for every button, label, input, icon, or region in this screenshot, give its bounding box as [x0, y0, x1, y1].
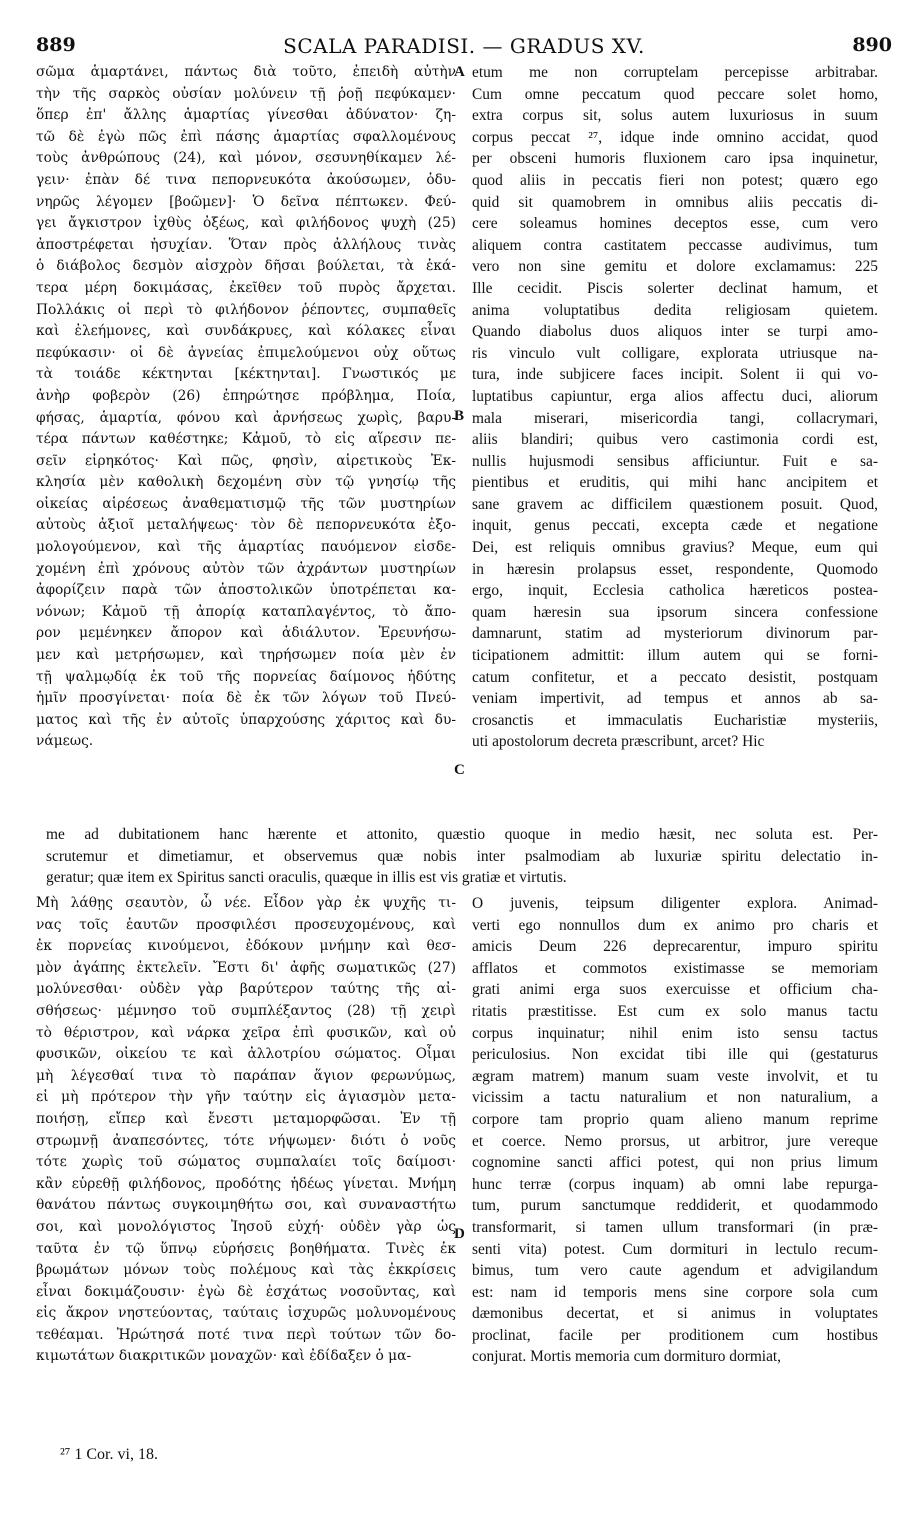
greek-text-line: αὐτοὺς ἀξιοῖ μεταλήψεως· τὸν δὲ πεπορνευκότα ἐξο- — [36, 517, 456, 534]
latin-column-lower — [472, 893, 878, 1368]
greek-text-line: εἰ μὴ πρότερον τὴν γῆν ταύτην εἰς ἁγιασμὸν μετα- — [36, 1089, 456, 1106]
greek-text-line: βρωμάτων μόνων τοὺς πολέμους καὶ τὰς ἐκκρίσεις — [36, 1262, 456, 1279]
latin-text-line: Ille cecidit. Piscis solerter declinat hamum, et — [472, 279, 878, 297]
margin-letter-d: D — [454, 1226, 465, 1242]
latin-text-line: tura, inde subjicere faces incipit. Solent ii qui vo- — [472, 366, 878, 384]
margin-letter-a: A — [454, 64, 465, 80]
latin-text-line: damnarunt, statim ad mysteriorum divinorum par- — [472, 625, 878, 643]
latin-text-line: Quando diabolus duos aliquos inter se turpi amo- — [472, 323, 878, 341]
latin-text-line: vero non sine gemitu et dolore exclamamus: 225 — [472, 258, 878, 276]
latin-column-upper — [472, 62, 878, 753]
latin-text-line: etum me non corruptelam percepisse arbitrabar. — [472, 64, 878, 81]
margin-letter-b: B — [454, 408, 465, 424]
greek-text-line: φήσας, ἁμαρτία, φόνου καὶ ἀρνήσεως χωρὶς, βαρυ- — [36, 409, 456, 426]
latin-text-line: corpus inquinatur; nihil enim isto sensu tactus — [472, 1024, 878, 1042]
latin-text-line: dæmonibus decertat, et si animus in voluptates — [472, 1305, 878, 1323]
greek-text-line: ἡμῖν προσγίνεται· ποία δὲ ἐκ τῶν λόγων τοῦ Πνεύ- — [36, 690, 456, 707]
greek-text-line: τέρα πάντων καθέστηκε; Κἀμοῦ, τὸ εἰς αἵρεσιν πε- — [36, 431, 456, 448]
greek-text-line: τεθέαμαι. Ἠρώτησά ποτέ τινα περὶ τούτων τῶν δο- — [36, 1326, 456, 1343]
latin-text-line: corpore tam proprio quam alieno manum reprime — [472, 1110, 878, 1128]
greek-text-line: τοὺς ἀνθρώπους (24), καὶ μόνον, σεσυνηθίκαμεν λέ- — [36, 150, 456, 167]
latin-text-line: inquit, genus peccati, excepta cæde et negatione — [472, 517, 878, 535]
latin-text-line: bimus, tum vero caute agendum et advigilandum — [472, 1262, 878, 1280]
page-number-left: 889 — [36, 34, 76, 56]
greek-text-line: ὅπερ ἐπ' ἄλλης ἁμαρτίας γίνεσθαι ἀδύνατον· ζη- — [36, 107, 456, 124]
latin-text-line: cognomine sancti affici potest, qui non prius limum — [472, 1154, 878, 1172]
margin-letter-c: C — [454, 762, 465, 778]
greek-text-line: τὸ θέριστρον, καὶ νάρκα χεῖρα ἐπὶ φυσικῶν, καὶ οὐ — [36, 1024, 456, 1041]
latin-full-width-paragraph — [46, 824, 878, 889]
greek-text-line: ἐκ πορνείας κινούμενοι, ἐδόκουν μνήμην καὶ θεσ- — [36, 938, 456, 955]
greek-text-line: ὁ διάβολος δεσμὸν αἰσχρὸν δῆσαι βούλεται, τὰ ἑκά- — [36, 258, 456, 275]
latin-text-line: uti apostolorum decreta præscribunt, arcet? Hic — [472, 733, 765, 751]
latin-text-line: verti ego nonnullos dum ex animo pro charis et — [472, 916, 878, 934]
latin-text-line: grati animi erga suos exercuisse et officium cha- — [472, 981, 878, 999]
latin-text-line: luptatibus capiuntur, erga alios affectu duci, aliorum — [472, 387, 878, 405]
greek-text-line: ταῦτα ἐν τῷ ὕπνῳ εὑρήσεις βοηθήματα. Τινὲς ἐκ — [36, 1240, 456, 1257]
greek-text-line: σῶμα ἁμαρτάνει, πάντως διὰ τοῦτο, ἐπειδὴ αὐτὴν — [36, 64, 456, 80]
greek-text-line: τῶ δὲ ἐγὼ πῶς ἐπὶ πάσης ἁμαρτίας σφαλλομένους — [36, 128, 456, 145]
latin-text-line: per obsceni humoris fluxionem caro ipsa inquinetur, — [472, 150, 878, 168]
greek-text-line: σθήσεως· μέμνησο τοῦ συμπλέξαντος (28) τῇ χειρὶ — [36, 1002, 456, 1019]
latin-text-line: periculosius. Non excidat tibi ille qui (gestaturus — [472, 1046, 878, 1064]
latin-text-line: Dei, est reliquis omnibus gravius? Meque, eum qui — [472, 539, 878, 557]
greek-text-line: ποιήσῃ, εἴπερ καὶ ἔνεστι μεταμορφῶσαι. Ἐν τῇ — [36, 1110, 456, 1127]
page-header — [36, 34, 892, 58]
latin-text-line: vicissim a tactu naturalium et non naturalium, a — [472, 1089, 878, 1107]
greek-column-lower — [36, 893, 456, 1368]
greek-text-line: σοι, καὶ μονολόγιστος Ἰησοῦ εὐχή· οὐδὲν γὰρ ὡς — [36, 1218, 456, 1235]
greek-text-line: τὰ τοιάδε κέκτηνται [κέκτηνται]. Γνωστικός με — [36, 366, 456, 383]
latin-text-line: ægram matrem) manum suam veste involvit, et tu — [472, 1067, 878, 1085]
latin-full-text-line: geratur; quæ item ex Spiritus sancti oraculis, quæque in illis est vis gratiæ et virtutis. — [46, 869, 567, 887]
latin-text-line: pientibus et eruditis, qui mihi hanc ancipitem et — [472, 474, 878, 492]
greek-text-line: Πολλάκις οἱ περὶ τὸ φιλήδονον ῥέποντες, συμπαθεῖς — [36, 301, 456, 318]
latin-text-line: senti vita) potest. Cum dormituri in lectulo recum- — [472, 1240, 878, 1258]
latin-text-line: et coerce. Nemo prorsus, ut arbitror, jure vereque — [472, 1132, 878, 1150]
greek-text-line: τὴν τῆς σαρκὸς οὐσίαν μολύνειν τῇ ῥοῇ πεφύκαμεν· — [36, 85, 456, 102]
greek-text-line: χομένη ἐπὶ χρόνους αὐτὸν τῶν ἀχράντων μυστηρίων — [36, 560, 456, 577]
greek-text-line: ρον μεμένηκεν ἄπορον καὶ ἀδιάλυτον. Ἐρευνήσω- — [36, 625, 456, 642]
greek-text-line: εἰς ἄκρον νηστεύοντας, ταύταις ἰσχυρῶς μολυνομένους — [36, 1305, 456, 1322]
greek-text-line: ἀφορίζειν παρὰ τῶν ἀποστολικῶν ὑποτρέπεται κα- — [36, 582, 456, 599]
greek-text-line: νόνων; Κἀμοῦ τῇ ἀπορίᾳ καταπλαγέντος, τὸ ἄπο- — [36, 603, 456, 620]
latin-text-line: quid sit quamobrem in omnibus aliis peccatis di- — [472, 193, 878, 211]
latin-text-line: transformarit, si tamen ullum transformari (in præ- — [472, 1218, 878, 1236]
running-title: SCALA PARADISI. — GRADUS XV. — [283, 34, 645, 58]
greek-text-line: στρωμνῇ ἀναπεσόντες, τότε νήψωμεν· διότι ὁ νοῦς — [36, 1132, 456, 1149]
latin-text-line: amicis Deum 226 deprecarentur, impuro spiritu — [472, 938, 878, 956]
greek-text-line: καὶ ἐλεήμονες, καὶ συνδάκρυες, καὶ κόλακες εἶναι — [36, 323, 456, 340]
latin-text-line: hunc terræ (corpus inquam) ab omni labe repurga- — [472, 1175, 878, 1193]
greek-text-line: σεῖν εἰρηκότος· Καὶ πῶς, φησὶν, αἱρετικοὺς Ἐκ- — [36, 452, 456, 469]
latin-text-line: ticipationem admittit: illum autem qui se forni- — [472, 647, 878, 665]
latin-full-text-line: me ad dubitationem hanc hærente et attonito, quæstio quoque in medio hæsit, nec soluta est. Per- — [46, 826, 878, 843]
greek-text-line: εἶναι δοκιμάζουσιν· ἐγὼ δὲ ἐσχάτως νοσοῦντας, καὶ — [36, 1283, 456, 1300]
latin-text-line: crosanctis et immaculatis Eucharistiæ mysteriis, — [472, 711, 878, 729]
greek-text-line: τερα μέρη δοκιμάσας, ἐκεῖθεν τοῦ πυρὸς ἄρχεται. — [36, 279, 456, 296]
greek-text-line: τότε χωρὶς τοῦ σώματος συμπαλαίει τοῖς δαίμοσι· — [36, 1154, 456, 1171]
greek-text-line: μὴ λέγεσθαί τινα τὸ παράπαν ἅγιον φερωνύμως, — [36, 1067, 456, 1084]
greek-text-line: κιμωτάτων διακριτικῶν μοναχῶν· καὶ ἐδίδαξεν ὁ μα- — [36, 1348, 412, 1365]
latin-text-line: Cum omne peccatum quod peccare solet homo, — [472, 85, 878, 103]
greek-text-line: Μὴ λάθῃς σεαυτὸν, ὦ νέε. Εἶδον γὰρ ἐκ ψυχῆς τι- — [36, 895, 456, 911]
greek-text-line: μολογούμενον, καὶ τῆς ἁμαρτίας παυόμενον εἰσδε- — [36, 539, 456, 556]
greek-text-line: γειν· ἐπὰν δέ τινα πεπορνευκότα ἀκούσωμεν, ὀδυ- — [36, 171, 456, 188]
latin-text-line: quam hæresin sua ipsorum sincera confessione — [472, 603, 878, 621]
greek-text-line: πεφύκασιν· οἱ δὲ ἁγνείας ἐπιμελούμενοι οὐχ οὕτως — [36, 344, 456, 361]
latin-text-line: ritatis præstitisse. Est cum ex solo manus tactu — [472, 1002, 878, 1020]
greek-text-line: κλησία μὲν καθολικὴ δεχομένη σὺν τῷ γνησίῳ τῆς — [36, 474, 456, 491]
latin-text-line: tum, purum sanctumque reddiderit, et quodammodo — [472, 1197, 878, 1215]
latin-text-line: corpus peccat ²⁷, idque inde omnino accidat, quod — [472, 128, 878, 146]
latin-text-line: O juvenis, teipsum diligenter explora. Animad- — [472, 895, 878, 912]
latin-text-line: veniam impertivit, ad tempus et annos ab sa- — [472, 690, 878, 708]
greek-text-line: τῇ ψαλμῳδίᾳ ἐκ τοῦ τῆς πορνείας δαίμονος ἡδύτης — [36, 668, 456, 685]
greek-text-line: νάμεως. — [36, 733, 94, 750]
greek-text-line: νηρῶς λέγομεν [βοῶμεν]· Ὁ δεῖνα πέπτωκεν. Φεύ- — [36, 193, 456, 210]
latin-text-line: extra corpus sit, solus autem luxuriosus in suum — [472, 107, 878, 125]
latin-text-line: est: nam id temporis mens sine corpore sola cum — [472, 1283, 878, 1301]
greek-text-line: μεν καὶ μετρήσωμεν, καὶ τηρήσωμεν ποία μὲν ἐν — [36, 647, 456, 664]
latin-full-text-line: scrutemur et dimetiamur, et observemus quæ nobis inter psalmodiam ab luxuriæ spiritu delectatio in- — [46, 847, 878, 865]
latin-text-line: proclinat, facile per proditionem cum hostibus — [472, 1326, 878, 1344]
latin-text-line: ris vinculo vult colligare, explorata utriusque na- — [472, 344, 878, 362]
latin-text-line: cere soleamus homines deceptos esse, cum vero — [472, 215, 878, 233]
greek-text-line: ἀποστρέφεται ἡσυχίαν. Ὅταν πρὸς ἀλλήλους τινὰς — [36, 236, 456, 253]
greek-text-line: θανάτου πάντως συγκοιμηθήτω σοι, καὶ συναναστήτω — [36, 1197, 456, 1214]
latin-text-line: aliquem contra castitatem peccasse audivimus, tum — [472, 236, 878, 254]
greek-text-line: ματος καὶ τῆς ἐν αὐτοῖς ὑπαρχούσης χάριτος καὶ δυ- — [36, 711, 456, 728]
latin-text-line: sane gravem ac difficilem quæstionem posuit. Quod, — [472, 495, 878, 513]
greek-text-line: φυσικῶν, οἰκείου τε καὶ ἀλλοτρίου σώματος. Οἶμαι — [36, 1046, 456, 1063]
latin-text-line: conjurat. Mortis memoria cum dormituro dormiat, — [472, 1348, 782, 1366]
footnote: ²⁷ 1 Cor. vi, 18. — [60, 1446, 158, 1463]
greek-column-upper — [36, 62, 456, 753]
latin-text-line: ergo, inquit, Ecclesia catholica hæreticos postea- — [472, 582, 878, 600]
latin-text-line: aliis blandiri; quibus vero castimonia cordi est, — [472, 431, 878, 449]
greek-text-line: μὸν ἀγάπης ἐκτελεῖν. Ἔστι δι' ἀφῆς σωματικῶς (27) — [36, 959, 456, 976]
page-number-right: 890 — [852, 34, 892, 56]
latin-text-line: quod aliis in peccatis fieri non potest; quæro ego — [472, 171, 878, 189]
latin-text-line: anima voluptatibus dedita religiosam quietem. — [472, 301, 878, 319]
latin-text-line: nullis hujusmodi sensibus afficiuntur. Fuit e sa- — [472, 452, 878, 470]
latin-text-line: mala miserari, misericordia tangi, collacrymari, — [472, 409, 878, 427]
greek-text-line: γει ἄγκιστρον ἰχθὺς ὀξέως, καὶ φιλήδονος ψυχὴ (25) — [36, 215, 456, 232]
greek-text-line: νας τοῖς ἑαυτῶν προσφιλέσι προσευχομένους, καὶ — [36, 916, 456, 933]
latin-text-line: in hæresin prolapsus esset, respondente, Quomodo — [472, 560, 878, 578]
latin-text-line: afflatos et commotos existimasse se memoriam — [472, 959, 878, 977]
greek-text-line: κἂν εὑρεθῇ φιλήδονος, προδότης ἡδέως γίνεται. Μνήμη — [36, 1175, 456, 1192]
latin-text-line: catum confitetur, et a peccato desistit, postquam — [472, 668, 878, 686]
greek-text-line: ἀνὴρ φοβερὸν (26) ἐπηρώτησε πρόβλημα, Ποία, — [36, 387, 456, 404]
greek-text-line: μολύνεσθαι· οὐδὲν γὰρ βαρύτερον ταύτης τῆς αἰ- — [36, 981, 456, 998]
greek-text-line: οἰκείας αἱρέσεως ἀναθεματισμῷ τῆς τῶν μυστηρίων — [36, 495, 456, 512]
